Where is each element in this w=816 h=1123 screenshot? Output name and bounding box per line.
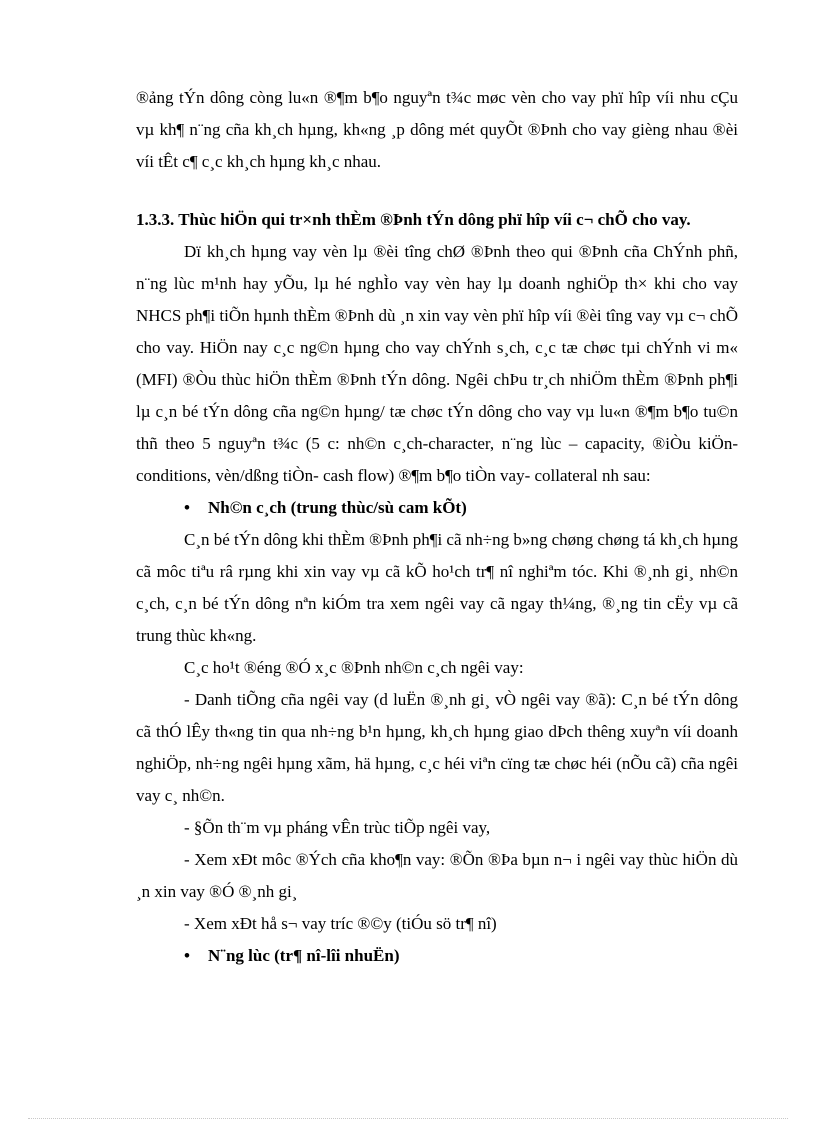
bullet-icon: • bbox=[184, 498, 190, 517]
bullet-label: Nh©n c¸ch (trung thùc/sù cam kÕt) bbox=[208, 498, 467, 517]
paragraph-loan-purpose: - Xem xÐt môc ®Ých cña kho¶n vay: ®Õn ®Þa bµn n¬ i ngêi vay thùc hiÖn dù ¸n xin vay ®Ó ®¸nh gi¸ bbox=[136, 850, 738, 901]
bullet-icon: • bbox=[184, 946, 190, 965]
bullet-item-character bbox=[184, 492, 738, 524]
paragraph-character-evidence: C¸n bé tÝn dông khi thÈm ®Þnh ph¶i cã nh÷ng b»ng chøng chøng tá kh¸ch hµng cã môc tiªu râ rµng khi xin vay vµ cã kÕ ho¹ch tr¶ nî nghiªm tóc. Khi ®¸nh gi¸ nh©n c¸ch, c¸n bé tÝn dông nªn kiÓm tra xem ngêi vay cã ngay th¼ng, ®¸ng tin cËy vµ cã trung thùc kh«ng. bbox=[136, 530, 738, 645]
bullet-item-capacity bbox=[184, 940, 738, 972]
paragraph-character-activities: C¸c ho¹t ®éng ®Ó x¸c ®Þnh nh©n c¸ch ngêi vay: bbox=[184, 658, 524, 677]
paragraph-reputation: - Danh tiÕng cña ngêi vay (d luËn ®¸nh gi¸ vÒ ngêi vay ®ã): C¸n bé tÝn dông cã thÓ lÊy th«ng tin qua nh÷ng b¹n hµng, kh¸ch hµng giao dÞch thêng xuyªn víi doanh nghiÖp, nh÷ng ngêi hµng xãm, hä hµng, c¸c héi viªn cïng tæ chøc héi (nÕu cã) cña ngêi vay c¸ nh©n. bbox=[136, 690, 738, 805]
document-body bbox=[136, 82, 738, 972]
paragraph-visit-interview: - §Õn th¨m vµ pháng vÊn trùc tiÕp ngêi vay, bbox=[184, 818, 491, 837]
section-heading-1-3-3: 1.3.3. Thùc hiÖn qui tr×nh thÈm ®Þnh tÝn dông phï hîp víi c¬ chÕ cho vay. bbox=[136, 210, 691, 229]
page-bottom-divider bbox=[28, 1118, 788, 1119]
paragraph-credit-principles: ®ảng tÝn dông còng lu«n ®¶m b¶o nguyªn t¾c møc vèn cho vay phï hîp víi nhu cÇu vµ kh¶ n¨ng cña kh¸ch hµng, kh«ng ¸p dông mét quyÕt ®Þnh cho vay gièng nhau ®èi víi tÊt c¶ c¸c kh¸ch hµng kh¸c nhau. bbox=[136, 88, 738, 171]
bullet-label: N¨ng lùc (tr¶ nî-lîi nhuËn) bbox=[208, 946, 400, 965]
paragraph-appraisal-process: Dï kh¸ch hµng vay vèn lµ ®èi tîng chØ ®Þnh theo qui ®Þnh cña ChÝnh phñ, n¨ng lùc m¹nh hay yÕu, lµ hé nghÌo vay vèn hay lµ doanh nghiÖp th× khi cho vay NHCS ph¶i tiÕn hµnh thÈm ®Þnh dù ¸n xin vay vèn phï hîp víi ®èi tîng vay vµ c¬ chÕ cho vay. HiÖn nay c¸c ng©n hµng cho vay chÝnh s¸ch, c¸c tæ chøc tµi chÝnh vi m« (MFI) ®Òu thùc hiÖn thÈm ®Þnh tÝn dông. Ngêi chÞu tr¸ch nhiÖm thÈm ®Þnh ph¶i lµ c¸n bé tÝn dông cña ng©n hµng/ tæ chøc tÝn dông cho vay vµ lu«n ®¶m b¶o tu©n thñ theo 5 nguyªn t¾c (5 c: nh©n c¸ch-character, n¨ng lùc – capacity, ®iÒu kiÖn-conditions, vèn/dßng tiÒn- cash flow) ®¶m b¶o tiÒn vay- collateral nh sau: bbox=[136, 242, 738, 485]
paragraph-loan-history: - Xem xÐt hå s¬ vay tríc ®©y (tiÓu sö tr¶ nî) bbox=[184, 914, 497, 933]
